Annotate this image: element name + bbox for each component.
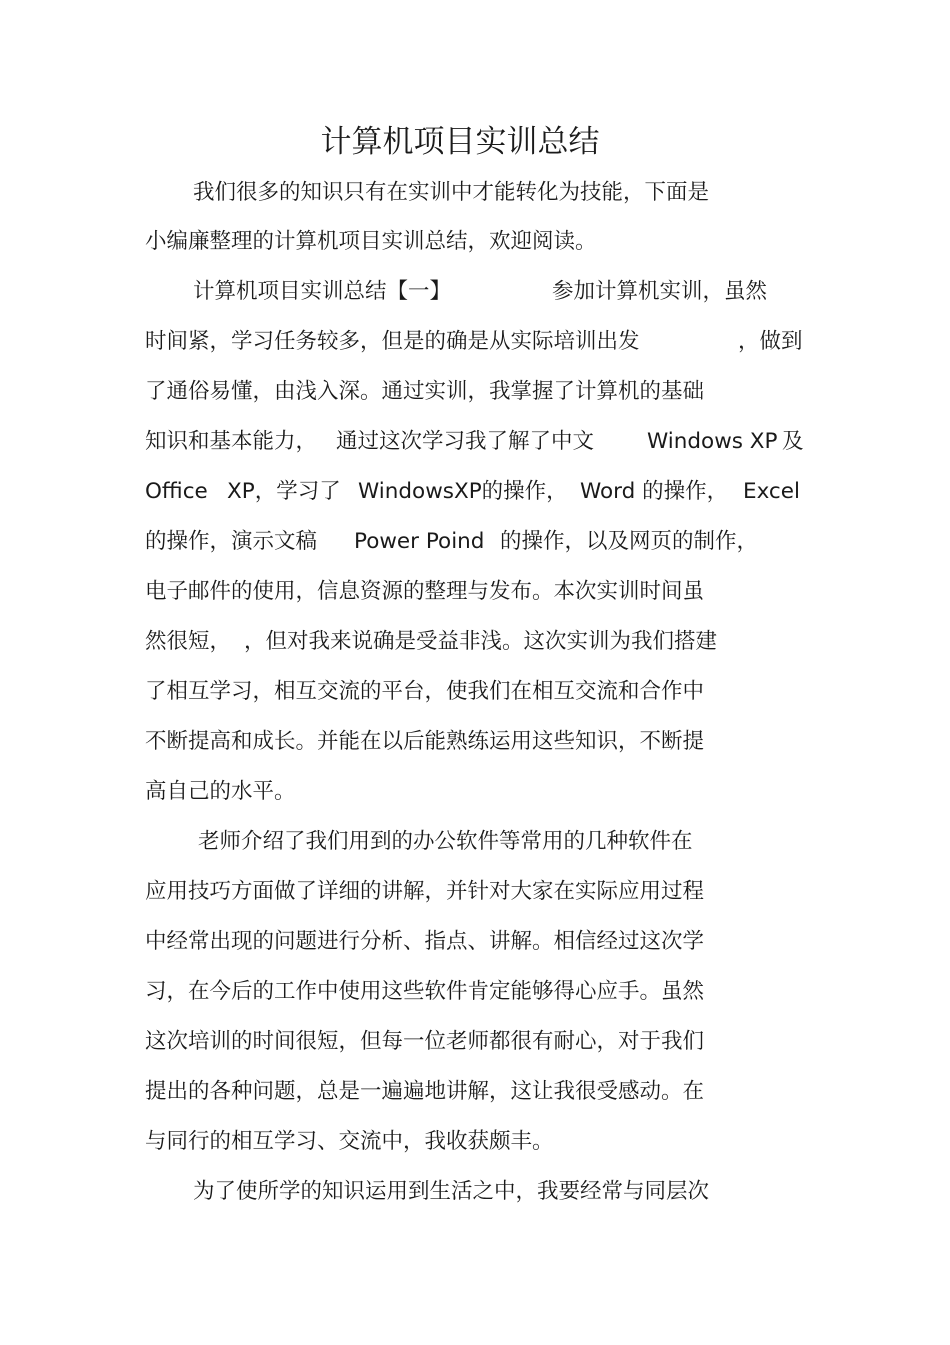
paragraph-line: [145, 1127, 554, 1157]
paragraph-line: [145, 1077, 704, 1107]
text-run: 知识和基本能力，: [145, 429, 318, 454]
paragraph-line: [145, 727, 704, 757]
text-run: 提出的各种问题，总是一遍遍地讲解，这让我很受感动。在: [145, 1079, 705, 1104]
paragraph-line: [552, 277, 767, 307]
paragraph-line: [145, 227, 597, 257]
paragraph-line: [145, 477, 208, 507]
text-run: 应用技巧方面做了详细的讲解，并针对大家在实际应用过程: [145, 879, 705, 904]
text-run: ，做到: [738, 329, 803, 354]
text-run: 老师介绍了我们用到的办公软件等常用的几种软件在: [198, 829, 693, 854]
text-run: 了通俗易懂，由浅入深。通过实训，我掌握了计算机的基础: [145, 379, 705, 404]
paragraph-line: [193, 1177, 709, 1207]
paragraph-line: [647, 427, 778, 457]
text-run: 习，在今后的工作中使用这些软件肯定能够得心应手。虽然: [145, 979, 705, 1004]
text-run: 与同行的相互学习、交流中，我收获颇丰。: [145, 1129, 554, 1154]
text-run: 时间紧，学习任务较多，但是的确是从实际培训出发: [145, 329, 640, 354]
paragraph-line: [500, 527, 758, 557]
paragraph-line: [145, 877, 704, 907]
paragraph-line: [782, 427, 804, 457]
paragraph-line: [145, 627, 231, 657]
text-run: 为了使所学的知识运用到生活之中，我要经常与同层次: [193, 1179, 710, 1204]
text-run: Power Poind: [354, 529, 485, 554]
text-run: WindowsXP的操作，: [358, 479, 568, 504]
text-run: Windows XP: [647, 429, 778, 454]
paragraph-line: [145, 527, 317, 557]
paragraph-line: [193, 277, 451, 307]
paragraph-line: [145, 777, 296, 807]
section-heading: 计算机项目实训总结【一】: [193, 279, 452, 304]
paragraph-line: [145, 677, 704, 707]
text-run: 小编廉整理的计算机项目实训总结，欢迎阅读。: [145, 229, 597, 254]
text-run: 我们很多的知识只有在实训中才能转化为技能，下面是: [193, 180, 710, 205]
paragraph-line: [244, 627, 717, 657]
text-run: 及: [782, 429, 804, 454]
document-title: 计算机项目实训总结: [320, 124, 600, 160]
paragraph-line: [580, 477, 728, 507]
text-run: 中经常出现的问题进行分析、指点、讲解。相信经过这次学: [145, 929, 705, 954]
text-run: 的操作，以及网页的制作，: [500, 529, 759, 554]
text-run: 不断提高和成长。并能在以后能熟练运用这些知识，不断提: [145, 729, 705, 754]
paragraph-line: [145, 927, 704, 957]
text-run: 高自己的水平。: [145, 779, 296, 804]
paragraph-line: [198, 827, 693, 857]
paragraph-line: [336, 427, 594, 457]
text-run: 参加计算机实训，虽然: [552, 279, 768, 304]
paragraph-line: [145, 977, 704, 1007]
paragraph-line: [354, 527, 484, 557]
text-run: 电子邮件的使用，信息资源的整理与发布。本次实训时间虽: [145, 579, 705, 604]
paragraph-line: [145, 427, 317, 457]
text-run: XP，学习了: [227, 479, 341, 504]
paragraph-line: [743, 477, 800, 507]
paragraph-line: [358, 477, 568, 507]
text-run: 的操作，演示文稿: [145, 529, 318, 554]
text-run: ，但对我来说确是受益非浅。这次实训为我们搭建: [244, 629, 718, 654]
text-run: 了相互学习，相互交流的平台，使我们在相互交流和合作中: [145, 679, 705, 704]
paragraph-line: [145, 1027, 704, 1057]
text-run: 然很短，: [145, 629, 232, 654]
paragraph-line: [193, 178, 709, 208]
paragraph-line: [145, 327, 640, 357]
paragraph-line: [227, 477, 341, 507]
paragraph-line: [145, 577, 704, 607]
paragraph-line: [738, 327, 803, 357]
text-run: Word 的操作，: [580, 479, 729, 504]
text-run: Office: [145, 479, 208, 504]
text-run: 这次培训的时间很短，但每一位老师都很有耐心，对于我们: [145, 1029, 705, 1054]
text-run: Excel: [743, 479, 800, 504]
paragraph-line: [145, 377, 704, 407]
text-run: 通过这次学习我了解了中文: [336, 429, 595, 454]
